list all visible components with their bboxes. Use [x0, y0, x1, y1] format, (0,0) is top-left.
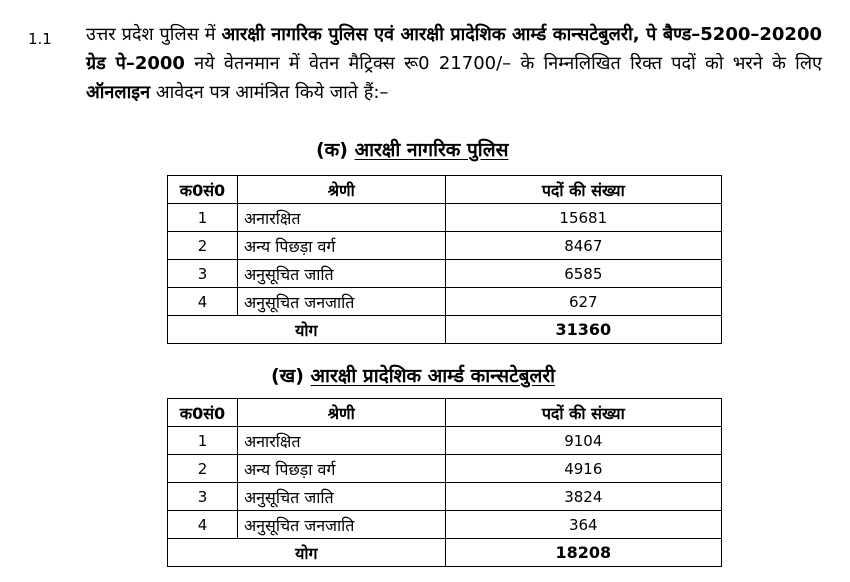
section-b-prefix: (ख)	[271, 365, 304, 387]
cell-category: अन्य पिछड़ा वर्ग	[237, 232, 445, 260]
header-post-count: पदों की संख्या	[445, 399, 721, 427]
header-category: श्रेणी	[237, 399, 445, 427]
cell-serial: 3	[168, 483, 238, 511]
cell-count: 6585	[445, 260, 721, 288]
cell-count: 627	[445, 288, 721, 316]
table-armed-constabulary	[167, 398, 722, 567]
section-a-title	[316, 136, 508, 162]
table-row	[168, 455, 722, 483]
section-a-prefix: (क)	[316, 139, 348, 161]
cell-serial: 3	[168, 260, 238, 288]
total-label: योग	[168, 539, 446, 567]
intro-paragraph	[86, 20, 822, 107]
cell-category: अनारक्षित	[237, 204, 445, 232]
table-total-row	[168, 539, 722, 567]
header-post-count: पदों की संख्या	[445, 176, 721, 204]
section-b-title	[271, 362, 555, 388]
cell-serial: 4	[168, 288, 238, 316]
table-row	[168, 232, 722, 260]
table-row	[168, 511, 722, 539]
total-label: योग	[168, 316, 446, 344]
table-total-row	[168, 316, 722, 344]
total-value: 18208	[445, 539, 721, 567]
cell-count: 8467	[445, 232, 721, 260]
cell-category: अनारक्षित	[237, 427, 445, 455]
cell-category: अनुसूचित जनजाति	[237, 288, 445, 316]
cell-serial: 1	[168, 427, 238, 455]
header-serial: क0सं0	[168, 176, 238, 204]
header-serial: क0सं0	[168, 399, 238, 427]
intro-text-4-bold: ऑनलाइन	[86, 82, 151, 103]
intro-text-1: उत्तर प्रदेश पुलिस में	[86, 24, 222, 45]
cell-count: 15681	[445, 204, 721, 232]
table-civil-police	[167, 175, 722, 344]
section-a-heading: आरक्षी नागरिक पुलिस	[354, 139, 509, 161]
table-header-row	[168, 176, 722, 204]
table-row	[168, 483, 722, 511]
table-row	[168, 260, 722, 288]
cell-category: अनुसूचित जाति	[237, 260, 445, 288]
table-row	[168, 427, 722, 455]
intro-text-5: आवेदन पत्र आमंत्रित किये जाते हैं:–	[150, 82, 389, 103]
total-value: 31360	[445, 316, 721, 344]
cell-category: अनुसूचित जाति	[237, 483, 445, 511]
table-row	[168, 288, 722, 316]
cell-serial: 2	[168, 232, 238, 260]
cell-count: 3824	[445, 483, 721, 511]
intro-text-3: नये वेतनमान में वेतन मैट्रिक्स रू0 21700/– के निम्नलिखित रिक्त पदों को भरने के लिए	[184, 53, 822, 74]
cell-serial: 1	[168, 204, 238, 232]
cell-count: 9104	[445, 427, 721, 455]
header-category: श्रेणी	[237, 176, 445, 204]
section-b-heading: आरक्षी प्रादेशिक आर्म्ड कान्सटेबुलरी	[310, 365, 556, 387]
paragraph-number: 1.1	[28, 30, 52, 48]
cell-serial: 4	[168, 511, 238, 539]
cell-category: अन्य पिछड़ा वर्ग	[237, 455, 445, 483]
table-row	[168, 204, 722, 232]
table-header-row	[168, 399, 722, 427]
cell-count: 4916	[445, 455, 721, 483]
cell-category: अनुसूचित जनजाति	[237, 511, 445, 539]
cell-count: 364	[445, 511, 721, 539]
cell-serial: 2	[168, 455, 238, 483]
intro-text-2-bold: आरक्षी नागरिक पुलिस एवं आरक्षी प्रादेशिक आर्म्ड कान्सटेबुलरी, पे बैण्ड–5200–20200 ग्रेड पे–2000	[86, 24, 822, 74]
